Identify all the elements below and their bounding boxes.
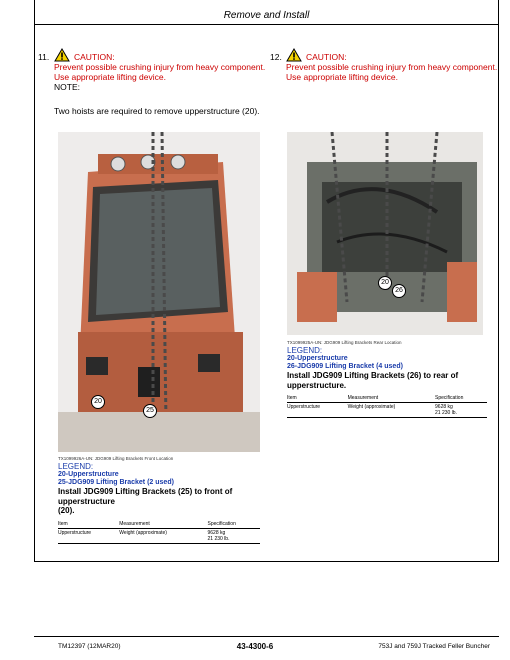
- step-number: 11.: [38, 52, 50, 62]
- spec-value: 21 230 lb.: [435, 410, 457, 416]
- step-11-heading: [38, 48, 268, 62]
- table-header-row: [58, 520, 260, 529]
- table-cell: Upperstructure: [58, 528, 119, 543]
- figure-caption: TX1099925A-UN: JDG909 Lifting Brackets Rear Location: [287, 340, 402, 345]
- footer-page-number: 43-4300-6: [236, 642, 274, 651]
- spec-value: 9628 kg: [435, 404, 453, 410]
- column-header: Measurement: [348, 394, 435, 403]
- step-number: 12.: [270, 52, 282, 62]
- step-11: [38, 48, 268, 116]
- instruction-line: (20).: [58, 506, 75, 515]
- caution-text: [270, 62, 498, 82]
- step-12-figure-text: [287, 340, 487, 418]
- column-header: Specification: [435, 394, 487, 403]
- instruction: [58, 487, 260, 516]
- table-cell: Weight (approximate): [348, 403, 435, 418]
- column-header: Measurement: [119, 520, 207, 529]
- callout-26: 26: [392, 284, 406, 298]
- legend-item: 20-Upperstructure: [58, 471, 119, 478]
- table-row: [58, 528, 260, 543]
- callout-20: 20: [91, 395, 105, 409]
- step-12-heading: [270, 48, 498, 62]
- table-cell: Upperstructure: [287, 403, 348, 418]
- table-cell: Weight (approximate): [119, 528, 207, 543]
- header-rule: [34, 24, 499, 25]
- legend-item: 25-JDG909 Lifting Bracket (2 used): [58, 479, 174, 486]
- figure-caption: TX1099926A-UN: JDG909 Lifting Brackets Front Location: [58, 456, 174, 461]
- footer-doc-id: TM12397 (12MAR20): [58, 643, 121, 650]
- column-header: Item: [58, 520, 119, 529]
- note-label: NOTE:: [54, 82, 80, 92]
- legend-item: 26-JDG909 Lifting Bracket (4 used): [287, 363, 403, 370]
- callout-20: 20: [378, 276, 392, 290]
- instruction: Install JDG909 Lifting Brackets (26) to rear of upperstructure.: [287, 371, 459, 390]
- step-12: [270, 48, 498, 82]
- legend-label: LEGEND:: [58, 462, 94, 471]
- column-header: Item: [287, 394, 348, 403]
- instruction-line: Install JDG909 Lifting Brackets (25) to front of upperstructure: [58, 487, 233, 506]
- cab-illustration: [58, 132, 260, 452]
- caution-text: [38, 62, 268, 82]
- section-title: Remove and Install: [223, 10, 310, 21]
- table-cell: [435, 403, 487, 418]
- table-header-row: [287, 394, 487, 403]
- note-text: Two hoists are required to remove upperstructure (20).: [54, 106, 260, 116]
- legend-item: 20-Upperstructure: [287, 355, 348, 362]
- warning-triangle-icon: [286, 48, 302, 62]
- legend-label: LEGEND:: [287, 346, 323, 355]
- caution-label: CAUTION:: [74, 52, 115, 62]
- caution-line: Use appropriate lifting device.: [54, 72, 166, 82]
- table-row: [287, 403, 487, 418]
- column-header: Specification: [208, 520, 261, 529]
- caution-line: Prevent possible crushing injury from heavy component.: [54, 62, 266, 72]
- caution-line: Prevent possible crushing injury from heavy component.: [286, 62, 498, 72]
- step-11-figure-text: [58, 456, 260, 544]
- front-lifting-brackets-photo: [58, 132, 260, 452]
- spec-table: [287, 394, 487, 418]
- engine-illustration: [287, 132, 483, 335]
- footer-product: 753J and 759J Tracked Feller Buncher: [378, 643, 490, 650]
- table-cell: [208, 528, 261, 543]
- spec-table: [58, 520, 260, 544]
- warning-triangle-icon: [54, 48, 70, 62]
- spec-value: 21 230 lb.: [207, 535, 230, 542]
- rear-lifting-brackets-photo: [287, 132, 483, 335]
- caution-label: CAUTION:: [306, 52, 347, 62]
- callout-25: 25: [143, 404, 157, 418]
- caution-line: Use appropriate lifting device.: [286, 72, 398, 82]
- spec-value: 9628 kg: [207, 529, 226, 536]
- footer-rule: [34, 636, 499, 637]
